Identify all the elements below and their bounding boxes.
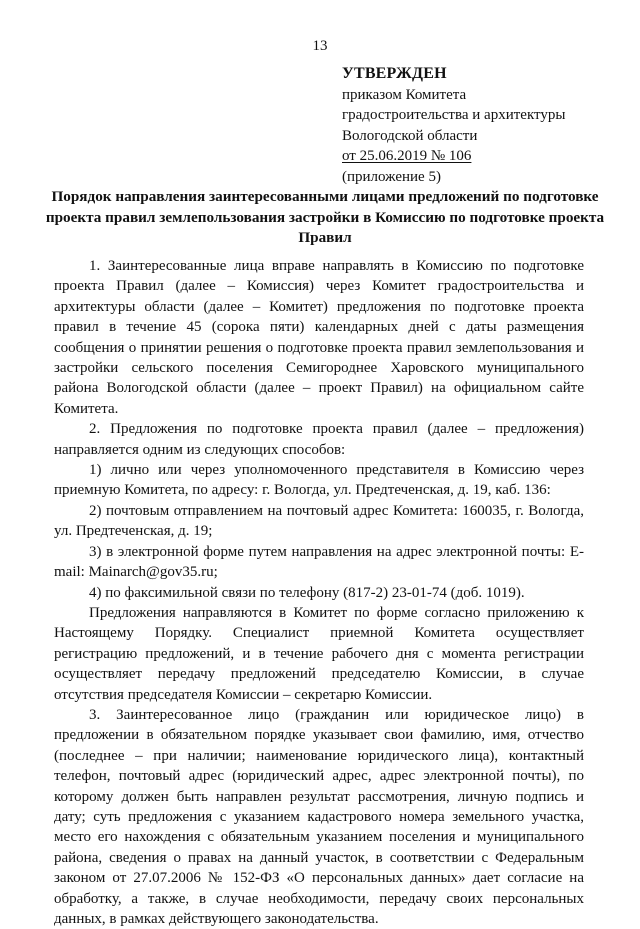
approval-order: от 25.06.2019 № 106 (342, 148, 472, 164)
paragraph-method-4: 4) по факсимильной связи по телефону (817-2) 23-01-74 (доб. 1019). (89, 584, 525, 601)
paragraph-2: 2. Предложения по подготовке проекта правил (далее – предложения) направляется одним из следующих способов: (54, 421, 584, 458)
paragraph-3: 3. Заинтересованное лицо (гражданин или юридическое лицо) в предложении в обязательном порядке указывает свои фамилию, имя, отчество (последнее – при наличии; наименование юридического лица), контактный телефон, почтовый адрес (юридический адрес, адрес электронной почты), по которому должен быть направлен результат рассмотрения, личную подпись и дату; суть предложения с указанием кадастрового номера земельного участка, место его нахождения с обязательным указанием поселения и муниципального района, сведения о правах на данный участок, в соответствии с Федеральным законом от 27.07.2006 № 152-ФЗ «О персональных данных» дает согласие на обработку, а также, в случае необходимости, передачу своих персональных данных, в рамках действующего законодательства. (54, 706, 584, 927)
page-number: 13 (312, 38, 328, 54)
paragraph-1: 1. Заинтересованные лица вправе направлять в Комиссию по подготовке проекта Правил (далее – Комиссия) через Комитет градостроительства и архитектуры области (далее – Комитет) предложения по подготовке проекта правил в течение 45 (сорока пяти) календарных дней с даты размещения сообщения о принятии решения о подготовке проекта правил землепользования и застройки сельского поселения Семигороднее Харовского муниципального района Вологодской области (далее – проект Правил) на официальном сайте Комитета. (54, 258, 584, 417)
document-body (54, 256, 584, 929)
approval-appendix: (приложение 5) (342, 168, 441, 185)
approval-line-2: градостроительства и архитектуры (342, 107, 566, 123)
paragraph-method-1: 1) лично или через уполномоченного представителя в Комиссию через приемную Комитета, по адресу: г. Вологда, ул. Предтеченская, д. 19, каб. 136: (54, 462, 584, 499)
approval-title: УТВЕРЖДЕН (342, 65, 447, 82)
paragraph-method-3: 3) в электронной форме путем направления на адрес электронной почты: E-mail: Mainarch@gov35.ru; (54, 543, 584, 581)
paragraph-method-2: 2) почтовым отправлением на почтовый адрес Комитета: 160035, г. Вологда, ул. Предтеченская, д. 19; (54, 502, 584, 540)
approval-line-3: Вологодской области (342, 127, 478, 144)
approval-line-1: приказом Комитета (342, 86, 467, 103)
approval-block (342, 64, 632, 187)
paragraph-registration: Предложения направляются в Комитет по форме согласно приложению к Настоящему Порядку. Специалист приемной Комитета осуществляет регистрацию предложений, и в течение рабочего дня с момента регистрации осуществляет передачу предложений председателю Комиссии, в случае отсутствия председателя Комиссии – секретарю Комиссии. (54, 604, 584, 703)
document-heading: Порядок направления заинтересованными лицами предложений по подготовке проекта правил землепользования застройки в Комиссию по подготовке проекта Правил (45, 188, 605, 246)
